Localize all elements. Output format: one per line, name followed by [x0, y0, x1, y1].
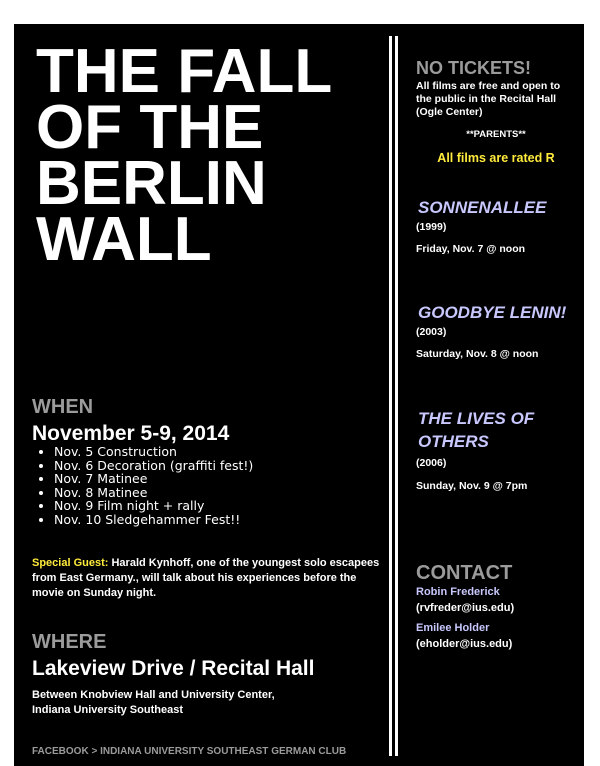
film-year: (2006): [416, 457, 447, 469]
special-guest-label: Special Guest:: [32, 557, 109, 569]
special-guest-text: [32, 556, 382, 601]
no-tickets-text: All films are free and open to the public in the Recital Hall (Ogle Center): [416, 80, 561, 118]
title-line: OF THE: [36, 93, 264, 162]
schedule-item: • Nov. 10 Sledgehammer Fest!!: [54, 513, 253, 527]
venue-title: Lakeview Drive / Recital Hall: [32, 657, 315, 680]
divider-line-right: [395, 36, 398, 756]
schedule-item: • Nov. 7 Matinee: [54, 472, 253, 486]
film-date: Sunday, Nov. 9 @ 7pm: [416, 480, 528, 492]
no-tickets-heading: NO TICKETS!: [416, 58, 531, 78]
venue-subtitle-line: Between Knobview Hall and University Center,: [32, 689, 275, 701]
film-title: SONNENALLEE: [418, 198, 547, 217]
schedule-list: [42, 445, 253, 526]
title-line: WALL: [36, 205, 212, 274]
where-heading: WHERE: [32, 631, 107, 653]
film-title: GOODBYE LENIN!: [418, 303, 567, 322]
film-date: Saturday, Nov. 8 @ noon: [416, 348, 539, 360]
divider-line-left: [389, 36, 392, 756]
contact-email: (eholder@ius.edu): [416, 638, 513, 650]
title-line: THE FALL: [36, 37, 333, 106]
venue-subtitle: [32, 688, 362, 718]
contact-name: Robin Frederick: [416, 586, 500, 598]
when-heading: WHEN: [32, 396, 94, 418]
schedule-item: • Nov. 8 Matinee: [54, 486, 253, 500]
schedule-item: • Nov. 9 Film night + rally: [54, 499, 253, 513]
schedule-item: • Nov. 6 Decoration (graffiti fest!): [54, 459, 253, 473]
film-year: (1999): [416, 221, 447, 233]
facebook-footer: FACEBOOK > INDIANA UNIVERSITY SOUTHEAST GERMAN CLUB: [32, 746, 347, 757]
film-date: Friday, Nov. 7 @ noon: [416, 243, 526, 255]
rating-note: All films are rated R: [437, 151, 555, 165]
contact-email: (rvfreder@ius.edu): [416, 602, 515, 614]
special-guest-description: Harald Kynhoff, one of the youngest solo escapees from East Germany., will talk about his experiences before the movie on Sunday night.: [32, 557, 380, 599]
poster-title: [36, 37, 333, 274]
contact-name: Emilee Holder: [416, 622, 490, 634]
poster: [14, 24, 584, 766]
contact-heading: CONTACT: [416, 562, 513, 584]
venue-subtitle-line: Indiana University Southeast: [32, 704, 183, 716]
title-line: BERLIN: [36, 149, 267, 218]
schedule-item: • Nov. 5 Construction: [54, 445, 253, 459]
event-dates: November 5-9, 2014: [32, 422, 230, 445]
film-title: THE LIVES OF OTHERS: [418, 409, 535, 451]
film-year: (2003): [416, 326, 447, 338]
parents-note: **PARENTS**: [466, 129, 526, 140]
